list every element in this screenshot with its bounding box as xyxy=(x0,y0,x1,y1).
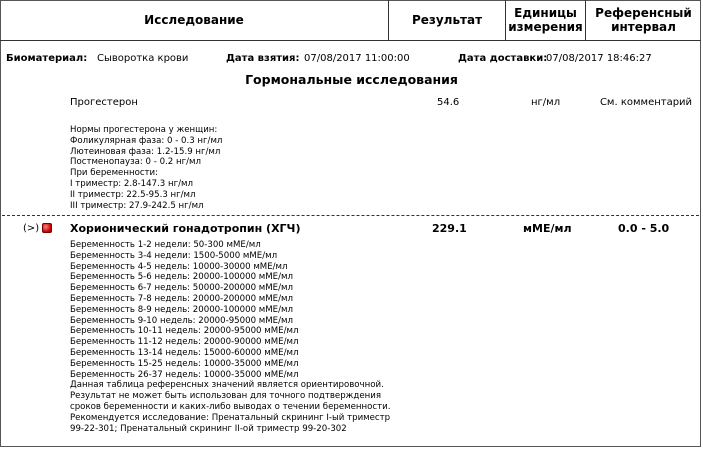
header-reference: Референсный интервал xyxy=(586,0,701,41)
note-line: Рекомендуется исследование: Пренатальный скрининг I-ый триместр xyxy=(70,412,391,423)
header-study: Исследование xyxy=(0,0,389,41)
note-line: I триместр: 2.8-147.3 нг/мл xyxy=(70,178,194,189)
test-result: 229.1 xyxy=(432,222,467,235)
note-line: Постменопауза: 0 - 0.2 нг/мл xyxy=(70,157,201,168)
note-line: При беременности: xyxy=(70,168,159,179)
header-units: Единицы измерения xyxy=(506,0,586,41)
note-line: 99-22-301; Пренатальный скрининг II-ой триместр 99-20-302 xyxy=(70,423,347,434)
abnormal-flag xyxy=(23,223,52,234)
table-header xyxy=(0,0,703,42)
biomaterial-value: Сыворотка крови xyxy=(97,53,189,64)
note-line: Беременность 10-11 недель: 20000-95000 мМЕ/мл xyxy=(70,326,299,337)
note-line: Беременность 9-10 недель: 20000-95000 мМЕ/мл xyxy=(70,315,293,326)
test-result: 54.6 xyxy=(437,97,460,108)
taken-date-label: Дата взятия: xyxy=(226,53,300,64)
test-name: Хорионический гонадотропин (ХГЧ) xyxy=(70,222,301,235)
note-line: Беременность 15-25 недель: 10000-35000 мМЕ/мл xyxy=(70,358,299,369)
test-reference: 0.0 - 5.0 xyxy=(618,222,670,235)
test-notes xyxy=(70,125,222,211)
note-line: Беременность 1-2 недели: 50-300 мМЕ/мл xyxy=(70,240,261,250)
test-notes xyxy=(70,240,390,434)
note-line: Беременность 3-4 недели: 1500-5000 мМЕ/мл xyxy=(70,250,278,261)
note-line: Беременность 8-9 недель: 20000-100000 мМЕ/мл xyxy=(70,304,293,315)
header-result: Результат xyxy=(389,0,506,41)
note-line: II триместр: 22.5-95.3 нг/мл xyxy=(70,189,196,200)
biomaterial-label: Биоматериал: xyxy=(6,53,88,64)
flag-text: (>) xyxy=(23,223,40,234)
note-line: Данная таблица референсных значений является ориентировочной. xyxy=(70,380,384,391)
delivered-date-label: Дата доставки: xyxy=(458,53,548,64)
taken-date-value: 07/08/2017 11:00:00 xyxy=(304,53,410,64)
note-line: Фоликулярная фаза: 0 - 0.3 нг/мл xyxy=(70,135,223,146)
note-line: сроков беременности и каких-либо выводах о течении беременности. xyxy=(70,401,391,412)
test-units: мМЕ/мл xyxy=(523,222,572,235)
note-line: Беременность 26-37 недель: 10000-35000 мМЕ/мл xyxy=(70,369,299,380)
note-line: Результат не может быть использован для точного подтверждения xyxy=(70,391,382,402)
note-line: Нормы прогестерона у женщин: xyxy=(70,125,218,135)
delivered-date-value: 07/08/2017 18:46:27 xyxy=(546,53,652,64)
note-line: Беременность 7-8 недель: 20000-200000 мМЕ/мл xyxy=(70,293,293,304)
note-line: Беременность 4-5 недель: 10000-30000 мМЕ/мл xyxy=(70,261,288,272)
note-line: Беременность 11-12 недель: 20000-90000 мМЕ/мл xyxy=(70,337,299,348)
note-line: III триместр: 27.9-242.5 нг/мл xyxy=(70,200,204,211)
note-line: Беременность 13-14 недель: 15000-60000 мМЕ/мл xyxy=(70,347,299,358)
test-units: нг/мл xyxy=(531,97,561,108)
note-line: Беременность 5-6 недель: 20000-100000 мМЕ/мл xyxy=(70,272,293,283)
alert-marker-icon xyxy=(42,223,52,233)
note-line: Лютеиновая фаза: 1.2-15.9 нг/мл xyxy=(70,146,221,157)
row-divider xyxy=(2,215,699,216)
note-line: Беременность 6-7 недель: 50000-200000 мМЕ/мл xyxy=(70,283,293,294)
test-name: Прогестерон xyxy=(70,97,138,108)
test-reference: См. комментарий xyxy=(599,97,693,108)
section-title: Гормональные исследования xyxy=(245,72,458,87)
